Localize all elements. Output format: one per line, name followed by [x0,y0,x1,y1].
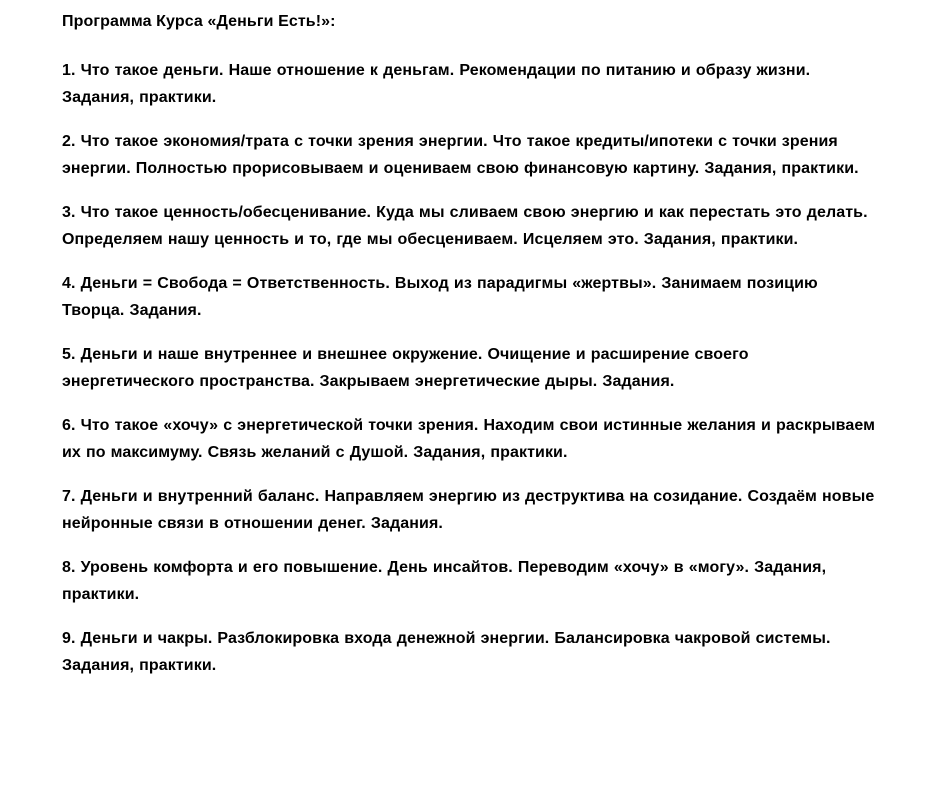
course-item-2: 2. Что такое экономия/трата с точки зрения энергии. Что такое кредиты/ипотеки с точки зрения энергии. Полностью прорисовываем и оцениваем свою финансовую картину. Задания, практики. [62,133,859,177]
page-title: Программа Курса «Деньги Есть!»: [62,13,336,30]
course-item-1: 1. Что такое деньги. Наше отношение к деньгам. Рекомендации по питанию и образу жизни. Задания, практики. [62,62,811,106]
course-item-3: 3. Что такое ценность/обесценивание. Куда мы сливаем свою энергию и как перестать это делать. Определяем нашу ценность и то, где мы обесцениваем. Исцеляем это. Задания, практики. [62,204,868,248]
course-item-8: 8. Уровень комфорта и его повышение. День инсайтов. Переводим «хочу» в «могу». Задания, практики. [62,559,827,603]
course-item-6: 6. Что такое «хочу» с энергетической точки зрения. Находим свои истинные желания и раскрываем их по максимуму. Связь желаний с Душой. Задания, практики. [62,417,876,461]
course-item-7: 7. Деньги и внутренний баланс. Направляем энергию из деструктива на созидание. Создаём новые нейронные связи в отношении денег. Задания. [62,488,875,532]
course-item-4: 4. Деньги = Свобода = Ответственность. Выход из парадигмы «жертвы». Занимаем позицию Творца. Задания. [62,275,818,319]
course-item-5: 5. Деньги и наше внутреннее и внешнее окружение. Очищение и расширение своего энергетического пространства. Закрываем энергетические дыры. Задания. [62,346,749,390]
course-item-9: 9. Деньги и чакры. Разблокировка входа денежной энергии. Балансировка чакровой системы. Задания, практики. [62,630,831,674]
